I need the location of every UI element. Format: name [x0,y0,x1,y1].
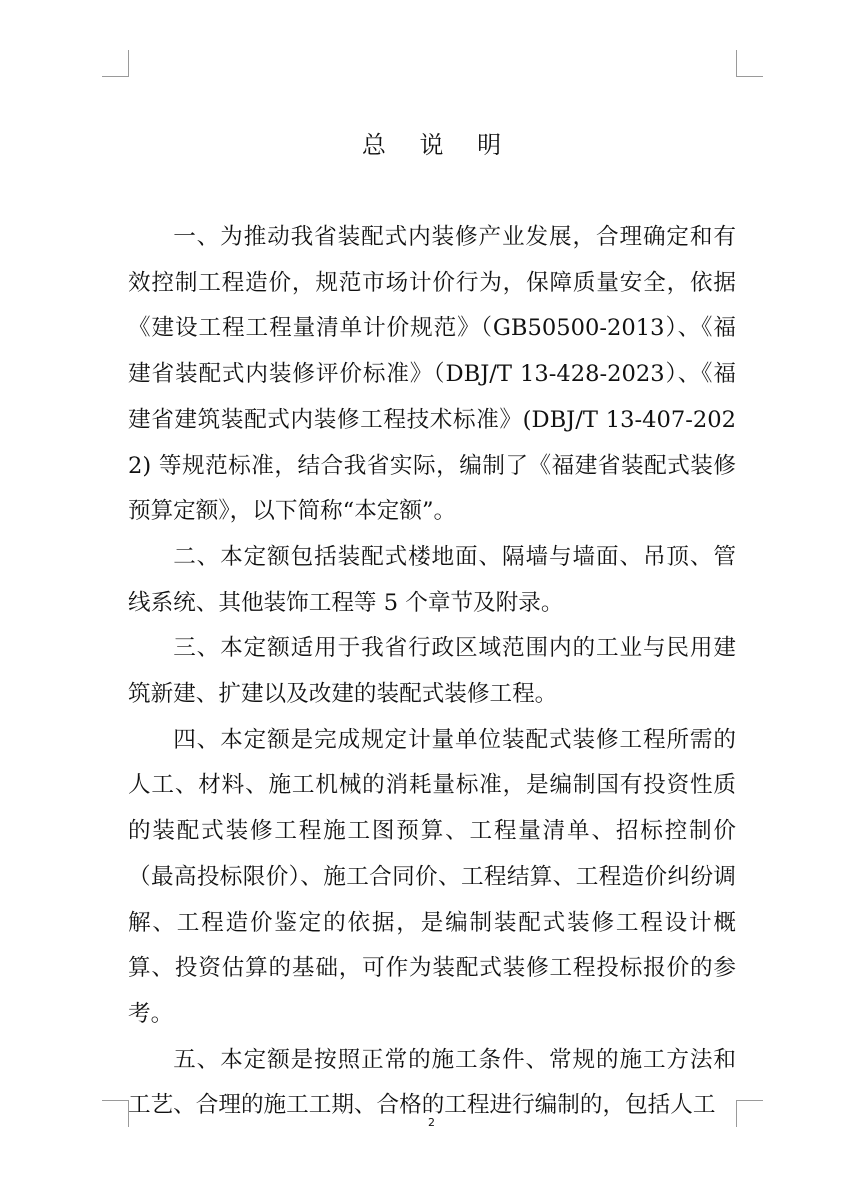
paragraph-3: 三、本定额适用于我省行政区域范围内的工业与民用建筑新建、扩建以及改建的装配式装修工程。 [128,635,736,708]
page-number: 2 [428,1116,435,1129]
page-title: 总 说 明 [361,131,515,159]
paragraph-1: 一、为推动我省装配式内装修产业发展，合理确定和有效控制工程造价，规范市场计价行为，保障质量安全，依据《建设工程工程量清单计价规范》（GB50500-2013）、《福建省装配式内装修评价标准》（DBJ/T 13-428-2023）、《福建省建筑装配式内装修工程技术标准》(DBJ/T 13-407-2022) 等规范标准，结合我省实际，编制了《福建省装配式装修预算定额》，以下简称“本定额”。 [128,224,736,525]
crop-mark-top-right [736,50,763,77]
paragraph-2: 二、本定额包括装配式楼地面、隔墙与墙面、吊顶、管线系统、其他装饰工程等 5 个章节及附录。 [128,543,736,616]
paragraph-4: 四、本定额是完成规定计量单位装配式装修工程所需的人工、材料、施工机械的消耗量标准，是编制国有投资性质的装配式装修工程施工图预算、工程量清单、招标控制价（最高投标限价）、施工合同价、工程结算、工程造价纠纷调解、工程造价鉴定的依据，是编制装配式装修工程设计概算、投资估算的基础，可作为装配式装修工程投标报价的参考。 [128,726,736,1027]
body-text [128,215,736,1129]
paragraph-5: 五、本定额是按照正常的施工条件、常规的施工方法和工艺、合理的施工工期、合格的工程进行编制的，包括人工 [128,1046,736,1119]
crop-mark-top-left [102,50,129,77]
